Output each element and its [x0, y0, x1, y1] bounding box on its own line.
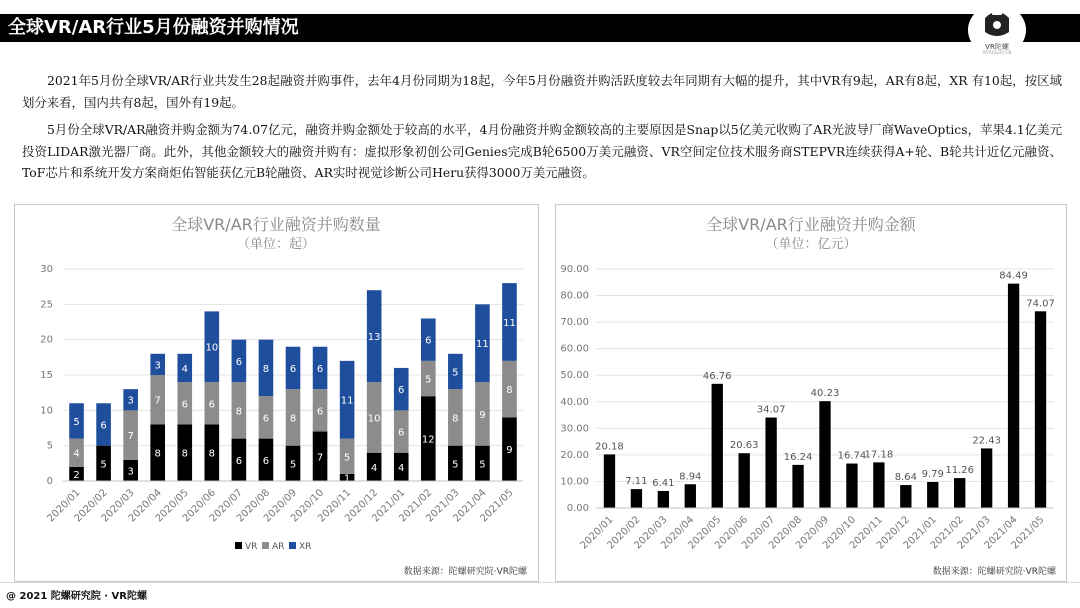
bar-label: 3: [127, 466, 134, 478]
bar-label: 7: [154, 395, 161, 407]
bar-label: 40.23: [810, 388, 840, 400]
bar: [792, 465, 803, 508]
y-tick-label: 5: [46, 440, 53, 452]
page-title: 全球VR/AR行业5月份融资并购情况: [8, 17, 299, 38]
chart-title: 全球VR/AR行业融资并购数量: [171, 215, 381, 234]
x-tick-label: 2021/01: [901, 514, 939, 552]
bar-label: 7.11: [625, 476, 648, 488]
bar-label: 6: [316, 363, 324, 375]
bar-label: 7: [316, 452, 324, 464]
bar-label: 17.18: [864, 449, 894, 461]
amount-chart: [556, 205, 1066, 581]
bar-label: 5: [452, 367, 459, 379]
brand-logo: [968, 4, 1026, 56]
bar-label: 8: [452, 413, 459, 425]
bar-label: 11: [476, 339, 489, 351]
y-tick-label: 15: [40, 370, 53, 381]
bar: [685, 484, 696, 508]
bar: [1035, 311, 1046, 508]
bar-label: 6: [425, 335, 432, 347]
y-tick-label: 70.00: [560, 317, 589, 329]
chart-subtitle: （单位：起）: [236, 237, 316, 252]
x-tick-label: 2021/04: [451, 487, 489, 525]
y-tick-label: 50.00: [560, 370, 589, 382]
logo-text: VR陀螺: [985, 43, 1009, 51]
bar-label: 5: [289, 459, 297, 471]
bar-label: 6: [262, 455, 270, 467]
bar-label: 4: [181, 363, 188, 375]
x-tick-label: 2020/08: [234, 487, 273, 525]
bar-label: 8: [506, 385, 513, 397]
amount-chart-panel: [555, 204, 1067, 582]
y-tick-label: 10: [40, 405, 53, 417]
legend-swatch-xr: [289, 542, 296, 549]
x-tick-label: 2021/03: [424, 487, 462, 525]
x-tick-label: 2020/11: [847, 514, 886, 552]
bar-label: 8: [289, 413, 297, 425]
bar-label: 5: [425, 374, 432, 386]
bar-label: 6: [100, 420, 107, 432]
x-tick-label: 2020/04: [659, 514, 697, 552]
x-tick-label: 2021/04: [982, 514, 1020, 552]
bar-label: 16.74: [837, 450, 867, 462]
y-tick-label: 0.00: [566, 503, 589, 514]
bar-label: 5: [100, 459, 107, 471]
bar-label: 5: [479, 459, 486, 471]
bar-label: 22.43: [972, 435, 1001, 447]
y-tick-label: 10.00: [560, 476, 589, 488]
legend-swatch-vr: [235, 542, 242, 549]
count-chart: [15, 205, 538, 581]
bar-label: 46.76: [702, 370, 732, 382]
legend-swatch-ar: [262, 542, 269, 549]
bar-label: 6: [235, 356, 243, 368]
bar-label: 4: [398, 462, 405, 474]
x-tick-label: 2020/06: [180, 487, 218, 525]
chart-title: 全球VR/AR行业融资并购金额: [706, 215, 916, 234]
x-tick-label: 2020/07: [740, 514, 778, 552]
bar-label: 4: [370, 462, 378, 474]
bar-label: 11: [503, 318, 516, 329]
x-tick-label: 2021/05: [1009, 514, 1047, 552]
x-tick-label: 2020/12: [874, 514, 912, 552]
bar-label: 6.41: [652, 477, 675, 489]
x-tick-label: 2021/03: [955, 514, 993, 552]
bar-label: 6: [235, 455, 243, 467]
bar-label: 5: [73, 416, 80, 428]
x-tick-label: 2021/05: [478, 487, 516, 525]
data-source: 数据来源：陀螺研究院·VR陀螺: [403, 567, 527, 577]
x-tick-label: 2020/02: [605, 514, 643, 552]
y-tick-label: 25: [40, 299, 53, 311]
bar: [631, 489, 642, 508]
x-tick-label: 2020/05: [153, 487, 191, 525]
bar: [846, 464, 857, 508]
x-tick-label: 2020/11: [316, 487, 354, 525]
x-tick-label: 2020/07: [207, 487, 246, 525]
x-tick-label: 2020/06: [713, 514, 751, 552]
bar-label: 8.64: [894, 472, 917, 484]
paragraph-2: 5月份全球VR/AR融资并购金额为74.07亿元，融资并购金额处于较高的水平，4月份融资并购金额较高的主要原因是Snap以5亿美元收购了AR光波导厂商WaveOptics，苹果4.1亿美元投资LIDAR激光器厂商。此外，其他金额较大的融资并购有：虚拟形象初创公司Genies完成B轮6500万美元融资、VR空间定位技术服务商STEPVR连续获得A+轮、B轮共计近亿元融资、ToF芯片和系统开发方案商炬佑智能获亿元B轮融资、AR实时视觉诊断公司Heru获得3000万美元融资。: [22, 122, 1062, 180]
chart-subtitle: （单位：亿元）: [765, 237, 857, 252]
legend-label-ar: AR: [272, 542, 285, 552]
bar: [712, 384, 723, 508]
bar-label: 8: [181, 448, 188, 460]
footer-copyright: @ 2021 陀螺研究院 · VR陀螺: [6, 591, 147, 602]
bar: [739, 453, 750, 508]
bar-label: 13: [367, 332, 381, 344]
bar-label: 8: [262, 363, 270, 375]
bar: [927, 482, 938, 508]
paragraph-1: 2021年5月份全球VR/AR行业共发生28起融资并购事件，去年4月份同期为18起，今年5月份融资并购活跃度较去年同期有大幅的提升，其中VR有9起，AR有8起，XR 有10起，按区域划分来看，国内共有8起，国外有19起。: [22, 73, 1062, 110]
bar-label: 1: [343, 473, 351, 485]
bar-label: 6: [181, 399, 188, 411]
y-tick-label: 20.00: [560, 449, 589, 461]
x-tick-label: 2021/01: [370, 487, 408, 525]
bar-label: 9: [506, 445, 513, 457]
x-tick-label: 2020/01: [45, 487, 83, 525]
x-tick-label: 2020/03: [632, 514, 670, 552]
y-tick-label: 30: [40, 264, 53, 275]
bar: [819, 401, 830, 508]
bar-label: 3: [127, 395, 134, 407]
y-tick-label: 30.00: [560, 423, 589, 435]
bar: [765, 418, 776, 508]
x-tick-label: 2021/02: [397, 487, 435, 525]
x-tick-label: 2020/01: [578, 514, 616, 552]
x-tick-label: 2020/10: [289, 487, 327, 525]
legend-label-xr: XR: [299, 542, 312, 552]
bar-label: 2: [73, 469, 80, 481]
y-tick-label: 80.00: [560, 290, 589, 302]
x-tick-label: 2020/09: [793, 514, 832, 552]
bar-label: 5: [343, 452, 351, 464]
count-chart-panel: [14, 204, 539, 582]
bar-label: 34.07: [756, 404, 786, 416]
footer-divider: [0, 582, 1080, 583]
x-tick-label: 2020/04: [126, 487, 164, 525]
bar-label: 11.26: [945, 465, 975, 477]
bar-label: 5: [452, 459, 459, 471]
bar-label: 3: [154, 360, 161, 372]
bar-label: 6: [208, 399, 216, 411]
bar-label: 8.94: [679, 471, 702, 483]
bar-label: 20.63: [729, 440, 759, 452]
bar-label: 9.79: [921, 469, 944, 481]
bar: [873, 462, 884, 508]
bar: [604, 454, 615, 508]
x-tick-label: 2020/03: [99, 487, 137, 525]
bar: [1008, 284, 1019, 508]
helmet-icon: [968, 4, 1026, 44]
y-tick-label: 20: [40, 334, 53, 346]
bar-label: 6: [316, 406, 324, 418]
bar-label: 9: [479, 409, 486, 421]
x-tick-label: 2020/12: [343, 487, 381, 525]
bar-label: 10: [205, 342, 219, 354]
title-bar: [0, 14, 1080, 42]
bar-label: 16.24: [783, 451, 813, 463]
bar-label: 6: [398, 385, 405, 397]
bar-label: 8: [154, 448, 161, 460]
bar-label: 12: [421, 434, 435, 446]
bar-label: 4: [73, 448, 80, 460]
bar-label: 8: [235, 406, 243, 418]
bar-label: 6: [262, 413, 270, 425]
x-tick-label: 2020/08: [767, 514, 805, 552]
bar-label: 74.07: [1026, 298, 1055, 310]
bar-label: 11: [340, 395, 354, 407]
bar-label: 6: [398, 427, 405, 439]
data-source: 数据来源：陀螺研究院·VR陀螺: [932, 567, 1056, 577]
bar-label: 20.18: [595, 441, 624, 453]
x-tick-label: 2020/05: [686, 514, 724, 552]
bar: [658, 491, 669, 508]
y-tick-label: 0: [46, 476, 53, 487]
logo-subtext: VRTUOLUO.CN: [982, 50, 1012, 55]
y-tick-label: 60.00: [560, 343, 589, 355]
bar-label: 6: [289, 363, 297, 375]
bar-label: 10: [367, 413, 381, 425]
bar-label: 7: [127, 431, 134, 443]
y-tick-label: 40.00: [560, 396, 589, 408]
x-tick-label: 2021/02: [928, 514, 966, 552]
bar: [981, 448, 992, 508]
bar: [900, 485, 911, 508]
y-tick-label: 90.00: [560, 264, 589, 275]
bar: [954, 478, 965, 508]
legend-label-vr: VR: [245, 542, 258, 552]
x-tick-label: 2020/10: [820, 514, 859, 552]
bar-label: 8: [208, 448, 216, 460]
x-tick-label: 2020/09: [261, 487, 300, 525]
x-tick-label: 2020/02: [72, 487, 110, 525]
bar-label: 84.49: [999, 270, 1028, 282]
